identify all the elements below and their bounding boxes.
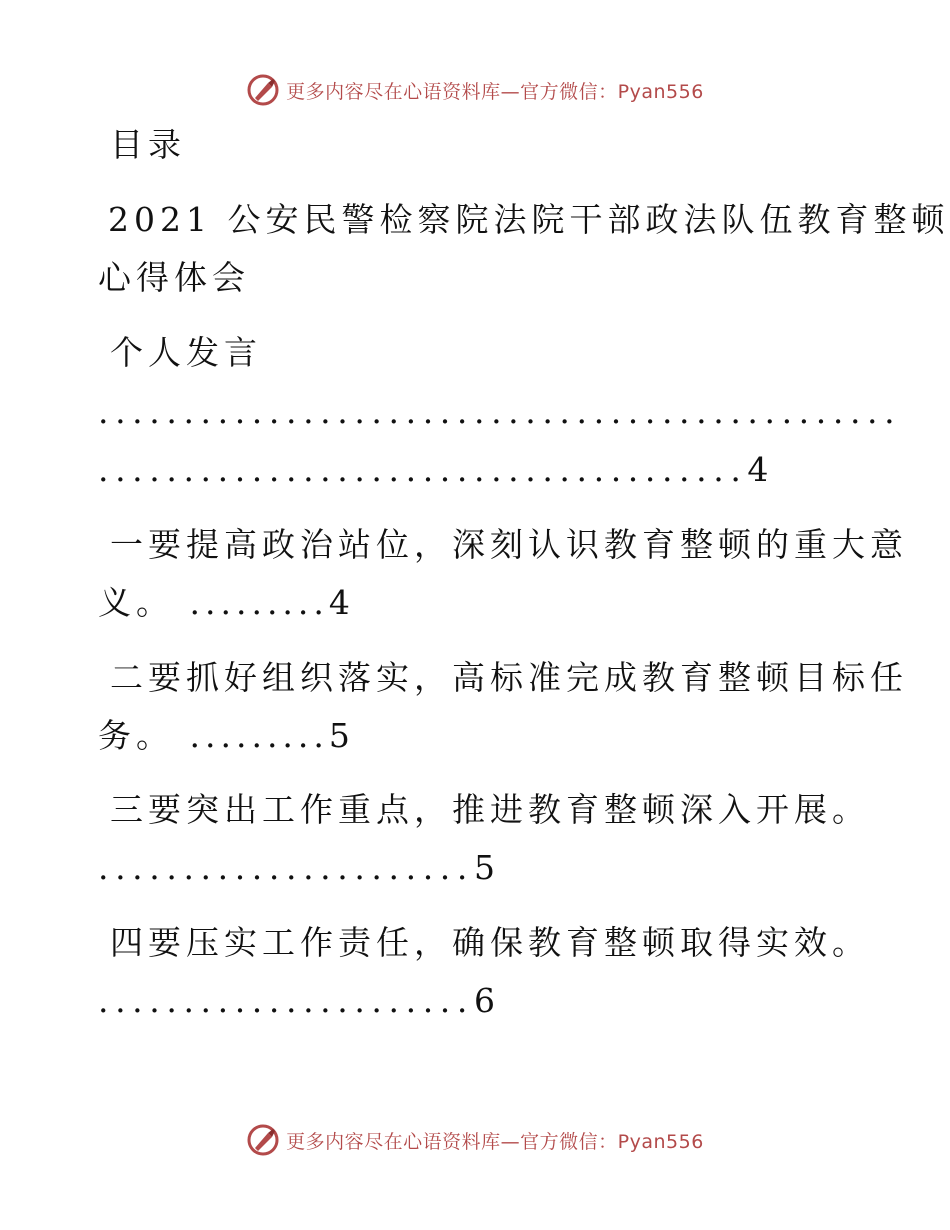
toc-heading: 目录 — [110, 125, 186, 164]
toc-entry-0-leader: ............................................... — [98, 392, 902, 431]
toc-entry-4-page: ......................6 — [98, 981, 502, 1020]
pen-nib-logo-icon — [246, 73, 280, 107]
doc-title-line-2: 心得体会 — [98, 258, 250, 297]
doc-title-line-1: 2021 公安民警检察院法院干部政法队伍教育整顿 — [108, 200, 950, 239]
pen-nib-logo-icon — [246, 1123, 280, 1157]
toc-entry-2-title[interactable]: 二要抓好组织落实，高标准完成教育整顿目标任 — [110, 658, 908, 697]
toc-entry-3-title[interactable]: 三要突出工作重点，推进教育整顿深入开展。 — [110, 790, 870, 829]
toc-entry-4-title[interactable]: 四要压实工作责任，确保教育整顿取得实效。 — [110, 923, 870, 962]
toc-entry-0-page: ......................................4 — [98, 450, 776, 489]
toc-entry-0-title[interactable]: 个人发言 — [110, 333, 262, 372]
toc-entry-1-page: 义。 .........4 — [98, 583, 355, 622]
toc-entry-3-page: ......................5 — [98, 848, 502, 887]
toc-entry-2-page: 务。 .........5 — [98, 716, 355, 755]
watermark-text: 更多内容尽在心语资料库—官方微信：Pyan556 — [286, 80, 704, 103]
watermark-footer — [0, 1120, 950, 1160]
toc-entry-1-title[interactable]: 一要提高政治站位，深刻认识教育整顿的重大意 — [110, 525, 908, 564]
watermark-header — [0, 70, 950, 110]
watermark-text: 更多内容尽在心语资料库—官方微信：Pyan556 — [286, 1130, 704, 1153]
